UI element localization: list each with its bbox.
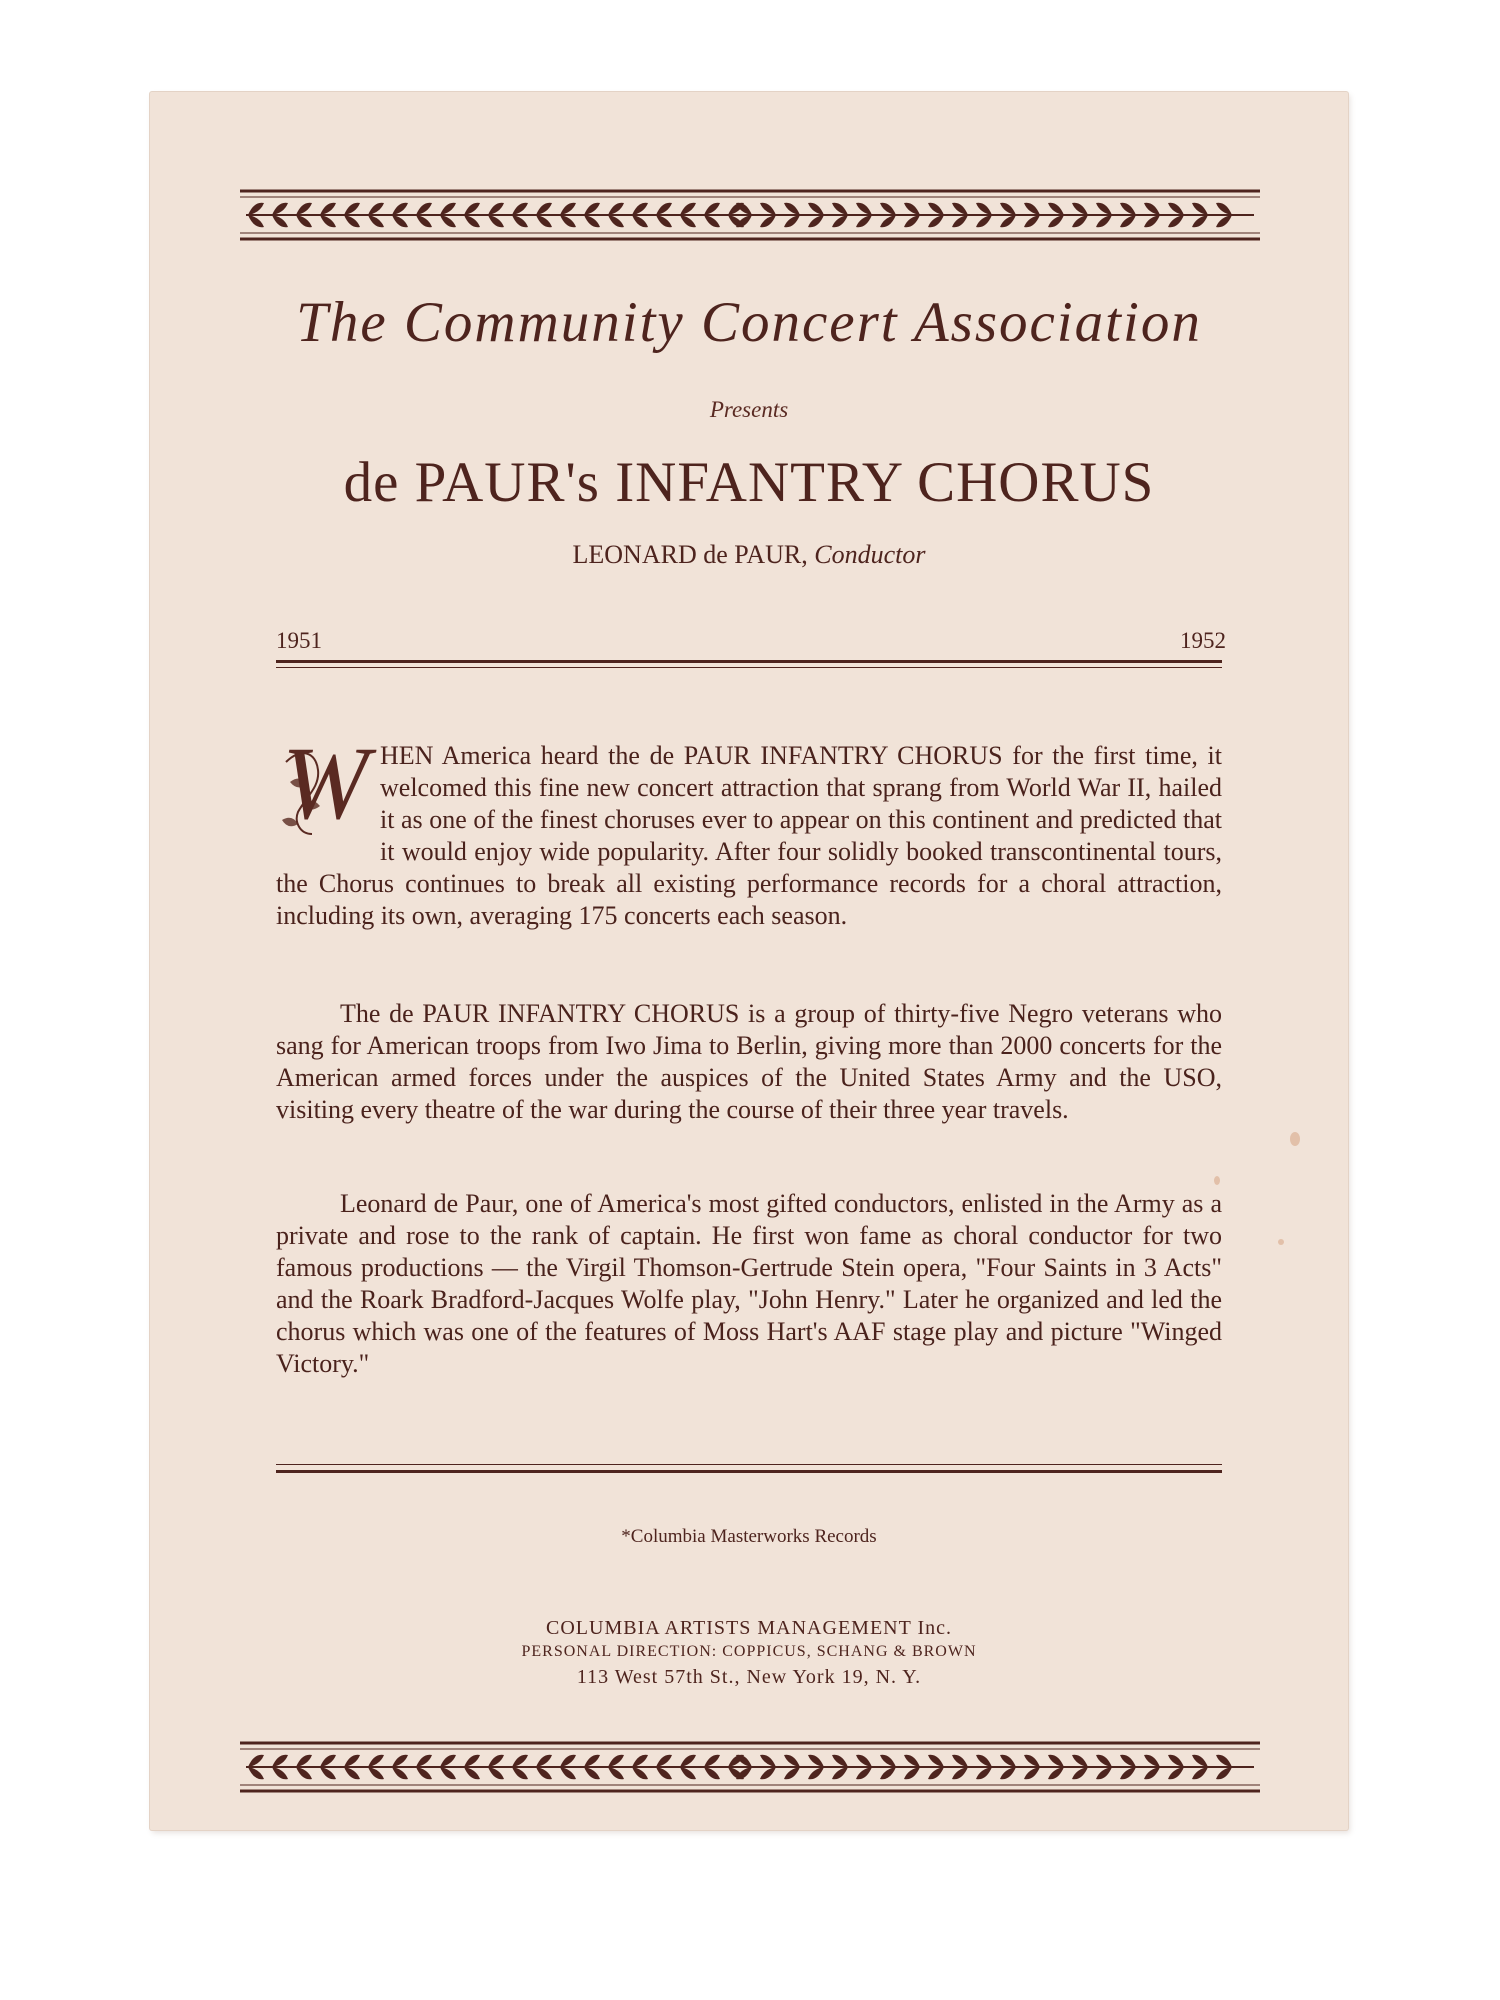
season-end-year: 1952 bbox=[1180, 628, 1226, 653]
paragraph-1 bbox=[276, 726, 1222, 932]
paragraph-3-text: Leonard de Paur, one of America's most gifted conductors, enlisted in the Army as a private and rose to the rank of captain. He first won fame as choral conductor for two famous productions — the Virgil Thomson-Gertrude Stein opera, "Four Saints in 3 Acts" and the Roark Bradford-Jacques Wolfe play, "John Henry." Later he organized and led the chorus which was one of the features of Moss Hart's AAF stage play and picture "Winged Victory." bbox=[276, 1189, 1222, 1378]
conductor-name: LEONARD de PAUR, bbox=[572, 540, 808, 569]
records-note: *Columbia Masterworks Records bbox=[621, 1526, 877, 1547]
page-title: The Community Concert Association bbox=[296, 291, 1202, 354]
dropcap-letter: W bbox=[282, 726, 369, 841]
presents-label: Presents bbox=[709, 397, 789, 422]
conductor-line bbox=[150, 540, 1348, 570]
address: 113 West 57th St., New York 19, N. Y. bbox=[576, 1666, 922, 1688]
season-start-year: 1951 bbox=[276, 628, 322, 653]
conductor-role: Conductor bbox=[814, 540, 926, 569]
personal-direction: PERSONAL DIRECTION: COPPICUS, SCHANG & BROWN bbox=[521, 1643, 977, 1660]
paper-stain bbox=[1290, 1132, 1300, 1146]
laurel-border-icon bbox=[240, 188, 1260, 242]
paragraph-2 bbox=[276, 998, 1222, 1126]
paper-stain bbox=[1278, 1239, 1284, 1245]
management-name: COLUMBIA ARTISTS MANAGEMENT Inc. bbox=[546, 1617, 952, 1639]
paper-stain bbox=[1214, 1176, 1220, 1185]
paragraph-3 bbox=[276, 1188, 1222, 1380]
bottom-rule-thick bbox=[276, 1470, 1222, 1473]
laurel-border-icon bbox=[240, 1740, 1260, 1794]
season-rule-thin bbox=[276, 667, 1222, 668]
season-rule-thick bbox=[276, 660, 1222, 663]
dropcap bbox=[276, 726, 372, 841]
chorus-name: de PAUR's INFANTRY CHORUS bbox=[343, 451, 1155, 514]
paragraph-2-text: The de PAUR INFANTRY CHORUS is a group of thirty-five Negro veterans who sang for American troops from Iwo Jima to Berlin, giving more than 2000 concerts for the American armed forces under the auspices of the United States Army and the USO, visiting every theatre of the war during the course of their three year travels. bbox=[276, 999, 1222, 1124]
paragraph-1-text: HEN America heard the de PAUR INFANTRY CHORUS for the first time, it welcomed this fine new concert attraction that sprang from World War II, hailed it as one of the finest choruses ever to appear on this continent and predicted that it would enjoy wide popularity. After four solidly booked transcontinental tours, the Chorus continues to break all existing performance records for a choral attraction, including its own, averaging 175 concerts each season. bbox=[276, 741, 1222, 930]
bottom-rule-thin bbox=[276, 1464, 1222, 1465]
